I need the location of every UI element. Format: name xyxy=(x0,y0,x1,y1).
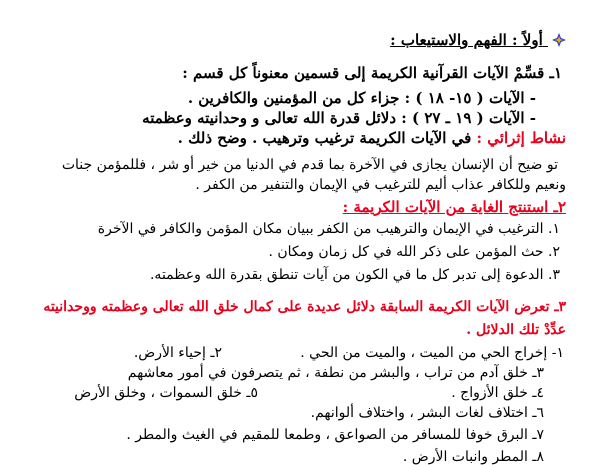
q2-item-2: ٢. حث المؤمن على ذكر الله في كل زمان ومكان . xyxy=(268,244,560,260)
activity-label: نشاط إثرائي : xyxy=(476,129,566,147)
q2-item-3: ٣. الدعوة إلى تدبر كل ما في الكون من آيات تنطق بقدرة الله وعظمته. xyxy=(149,267,560,283)
q1-part1: - الآيات ( ١٥- ١٨ ) : جزاء كل من المؤمنين والكافرين . xyxy=(187,89,536,107)
activity-question: في الآيات الكريمة ترغيب وترهيب . وضح ذلك . xyxy=(177,129,472,147)
q3-item-8: ٨ـ المطر وانبات الأرض . xyxy=(402,449,544,465)
q3-heading-line2: عدِّدْ تلك الدلائل . xyxy=(466,322,566,338)
activity-answer-line1: تو ضيح أن الإنسان يجازى في الآخرة بما قدم في الدنيا من خير أو شر ، فللمؤمن جنات xyxy=(61,157,558,173)
q2-heading: ٢ـ استنتج الغاية من الآيات الكريمة : xyxy=(342,198,566,216)
diamond-star-icon xyxy=(552,33,566,47)
q3-item-7: ٧ـ البرق خوفا للمسافر من الصواعق ، وطمعا للمقيم في الغيث والمطر . xyxy=(126,427,544,443)
q1-heading: ١ـ قسِّمْ الآيات القرآنية الكريمة إلى قسمين معنوناً كل قسم : xyxy=(182,64,562,82)
q3-item-1: ١- إخراج الحي من الميت ، والميت من الحي . xyxy=(300,345,564,361)
q3-item-6: ٦ـ اختلاف لغات البشر ، واختلاف ألوانهم. xyxy=(310,405,544,421)
q1-part2: - الآيات ( ١٩ ـ ٢٧ ) : دلائل قدرة الله تعالى و وحدانيته وعظمته xyxy=(142,109,536,127)
q3-item-2: ٢ـ إحياء الأرض. xyxy=(133,345,222,361)
q3-item-3: ٣ـ خلق آدم من تراب ، والبشر من نطفة ، ثم يتصرفون في أمور معاشهم xyxy=(127,365,544,381)
activity-row xyxy=(0,131,566,146)
section-title: أولاً : الفهم والاستيعاب : xyxy=(390,31,543,49)
q3-item-5: ٥ـ خلق السموات ، وخلق الأرض xyxy=(74,385,258,401)
q3-heading-line1: ٣ـ تعرض الآيات الكريمة السابقة دلائل عديدة على كمال خلق الله تعالى وعظمته ووحدانيته xyxy=(43,299,566,315)
q3-item-4: ٤ـ خلق الأزواج . xyxy=(451,385,544,401)
activity-answer-line2: ونعيم وللكافر عذاب أليم للترغيب في الإيمان والتنفير من الكفر . xyxy=(195,177,566,193)
section-title-row xyxy=(0,33,566,48)
q2-item-1: ١. الترغيب في الإيمان والترهيب من الكفر ببيان مكان المؤمن والكافر في الآخرة xyxy=(97,221,560,237)
